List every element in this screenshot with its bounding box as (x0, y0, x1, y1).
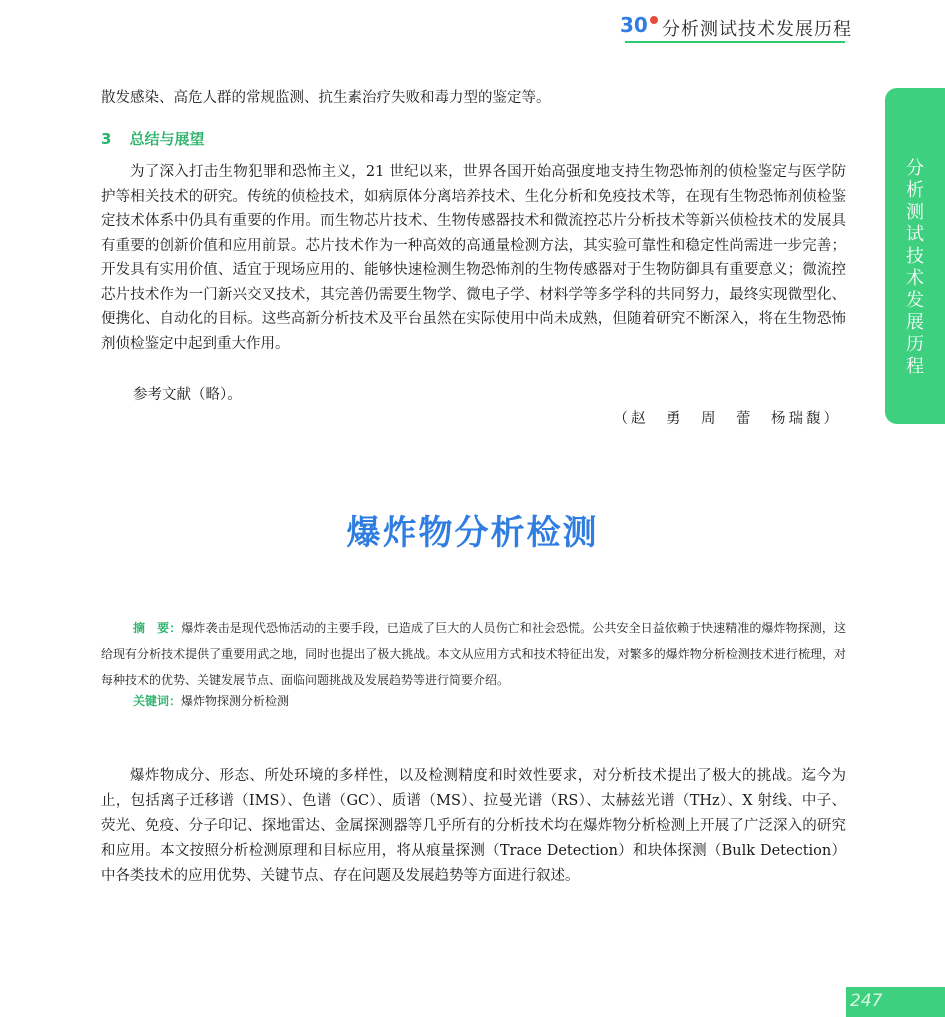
side-tab-char: 历 (906, 334, 924, 355)
running-header-title: 分析测试技术发展历程 (662, 19, 852, 40)
side-tab-char: 试 (906, 224, 924, 245)
abstract (101, 615, 846, 693)
abstract-label: 摘 要： (133, 621, 182, 635)
side-tab-char: 展 (906, 312, 924, 333)
authors-line: （赵 勇 周 蕾 杨瑞馥） (613, 411, 841, 427)
anniversary-logo (620, 12, 662, 38)
section-number: 3 (101, 130, 112, 148)
side-tab-char: 技 (906, 246, 924, 267)
side-tab-char: 测 (906, 202, 924, 223)
side-tab-char: 分 (906, 158, 924, 179)
summary-paragraph: 为了深入打击生物犯罪和恐怖主义，21 世纪以来，世界各国开始高强度地支持生物恐怖剂的侦检鉴定与医学防护等相关技术的研究。传统的侦检技术，如病原体分离培养技术、生化分析和免疫技术等，在现有生物恐怖剂侦检鉴定技术体系中仍具有重要的作用。而生物芯片技术、生物传感器技术和微流控芯片分析技术等新兴侦检技术的发展具有重要的创新价值和应用前景。芯片技术作为一种高效的高通量检测方法，其实验可靠性和稳定性尚需进一步完善；开发具有实用价值、适宜于现场应用的、能够快速检测生物恐怖剂的生物传感器对于生物防御具有重要意义；微流控芯片技术作为一门新兴交叉技术，其完善仍需要生物学、微电子学、材料学等多学科的共同努力，最终实现微型化、便携化、自动化的目标。这些高新分析技术及平台虽然在实际使用中尚未成熟，但随着研究不断深入，将在生物恐怖剂侦检鉴定中起到重大作用。 (101, 164, 846, 352)
side-tab-char: 程 (906, 356, 924, 377)
intro-paragraph: 爆炸物成分、形态、所处环境的多样性，以及检测精度和时效性要求，对分析技术提出了极大的挑战。迄今为止，包括离子迁移谱（IMS）、色谱（GC）、质谱（MS）、拉曼光谱（RS）、太赫兹光谱（THz）、X 射线、中子、荧光、免疫、分子印记、探地雷达、金属探测器等几乎所有的分析技术均在爆炸物分析检测上开展了广泛深入的研究和应用。本文按照分析检测原理和目标应用，将从痕量探测（Trace Detection）和块体探测（Bulk Detection）中各类技术的应用优势、关键节点、存在问题及发展趋势等方面进行叙述。 (101, 768, 846, 884)
keywords-label: 关键词： (133, 694, 182, 708)
side-tab-char: 发 (906, 290, 924, 311)
article-title: 爆炸物分析检测 (346, 513, 599, 553)
side-tab-char: 术 (906, 268, 924, 289)
logo-number: 30 (620, 13, 648, 37)
page-number: 247 (850, 991, 883, 1011)
section-title: 总结与展望 (129, 130, 205, 148)
continued-paragraph: 散发感染、高危人群的常规监测、抗生素治疗失败和毒力型的鉴定等。 (101, 90, 551, 106)
side-tab-char: 析 (906, 180, 924, 201)
logo-dot-icon (650, 16, 658, 24)
section-heading (101, 128, 204, 149)
keywords (133, 689, 289, 713)
side-tab (885, 88, 945, 424)
header-rule (625, 41, 845, 43)
references-note: 参考文献（略）。 (133, 387, 242, 403)
abstract-text: 爆炸袭击是现代恐怖活动的主要手段，已造成了巨大的人员伤亡和社会恐慌。公共安全日益依赖于快速精准的爆炸物探测，这给现有分析技术提供了重要用武之地，同时也提出了极大挑战。本文从应用方式和技术特征出发，对繁多的爆炸物分析检测技术进行梳理，对每种技术的优势、关键发展节点、面临问题挑战及发展趋势等进行简要介绍。 (101, 621, 846, 687)
keywords-text: 爆炸物探测分析检测 (181, 694, 290, 708)
side-tab-label (885, 158, 945, 378)
